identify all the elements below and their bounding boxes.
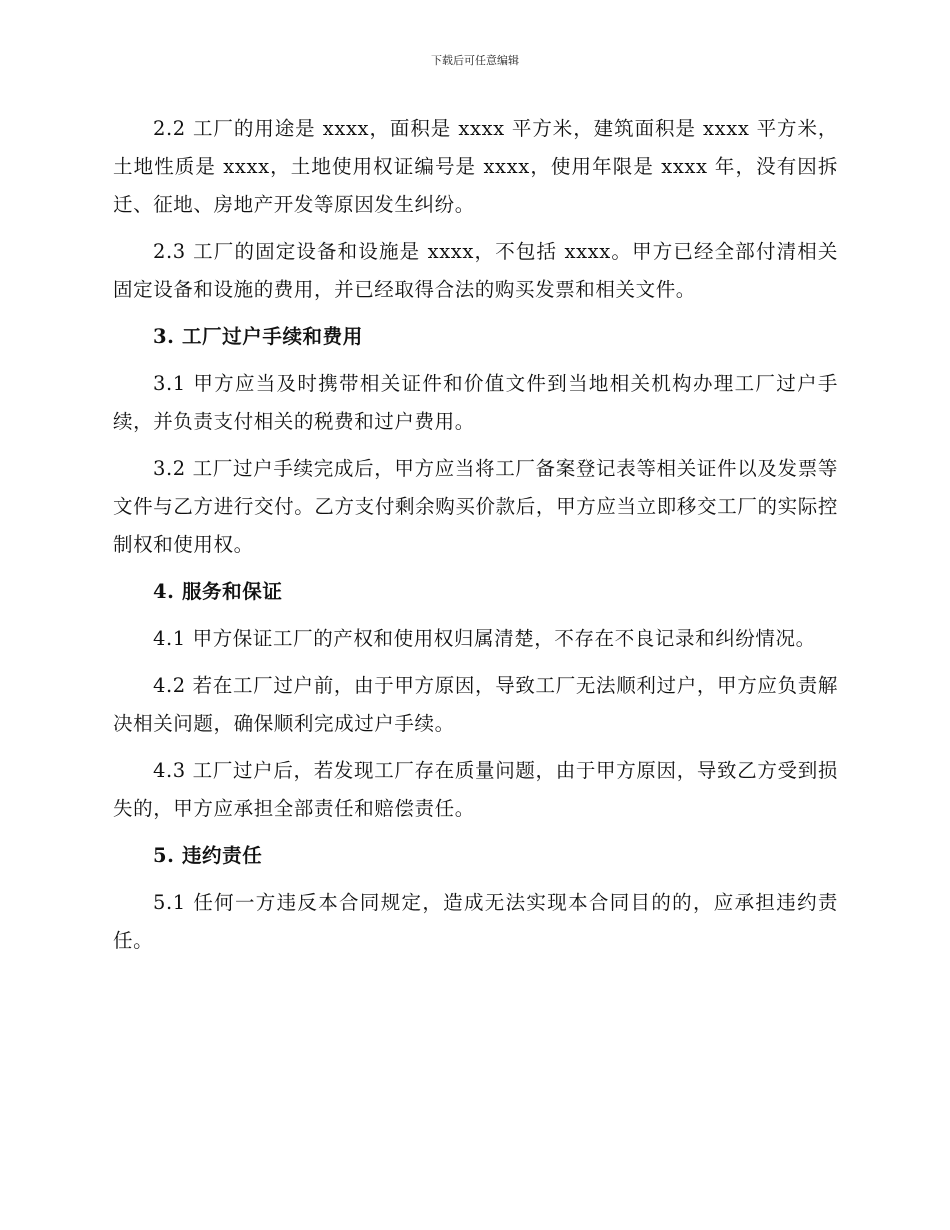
section-heading-5: 5. 违约责任 <box>153 844 263 867</box>
clause-4-2: 4.2 若在工厂过户前，由于甲方原因，导致工厂无法顺利过户，甲方应负责解决相关问题，确保顺利完成过户手续。 <box>113 674 838 735</box>
page-header: 下载后可任意编辑 <box>431 54 519 67</box>
section-heading-4: 4. 服务和保证 <box>153 580 283 603</box>
document-body <box>113 110 838 969</box>
clause-5-1: 5.1 任何一方违反本合同规定，造成无法实现本合同目的的，应承担违约责任。 <box>113 891 838 952</box>
clause-2-2: 2.2 工厂的用途是 xxxx，面积是 xxxx 平方米，建筑面积是 xxxx 平方米，土地性质是 xxxx，土地使用权证编号是 xxxx，使用年限是 xxxx 年，没有因拆迁、征地、房地产开发等原因发生纠纷。 <box>113 117 838 216</box>
clause-4-3: 4.3 工厂过户后，若发现工厂存在质量问题，由于甲方原因，导致乙方受到损失的，甲方应承担全部责任和赔偿责任。 <box>113 759 838 820</box>
clause-3-2: 3.2 工厂过户手续完成后，甲方应当将工厂备案登记表等相关证件以及发票等文件与乙方进行交付。乙方支付剩余购买价款后，甲方应当立即移交工厂的实际控制权和使用权。 <box>113 457 838 556</box>
clause-4-1: 4.1 甲方保证工厂的产权和使用权归属清楚，不存在不良记录和纠纷情况。 <box>153 627 816 650</box>
clause-2-3: 2.3 工厂的固定设备和设施是 xxxx，不包括 xxxx。甲方已经全部付清相关固定设备和设施的费用，并已经取得合法的购买发票和相关文件。 <box>113 240 838 301</box>
clause-3-1: 3.1 甲方应当及时携带相关证件和价值文件到当地相关机构办理工厂过户手续，并负责支付相关的税费和过户费用。 <box>113 372 838 433</box>
section-heading-3: 3. 工厂过户手续和费用 <box>153 325 363 348</box>
